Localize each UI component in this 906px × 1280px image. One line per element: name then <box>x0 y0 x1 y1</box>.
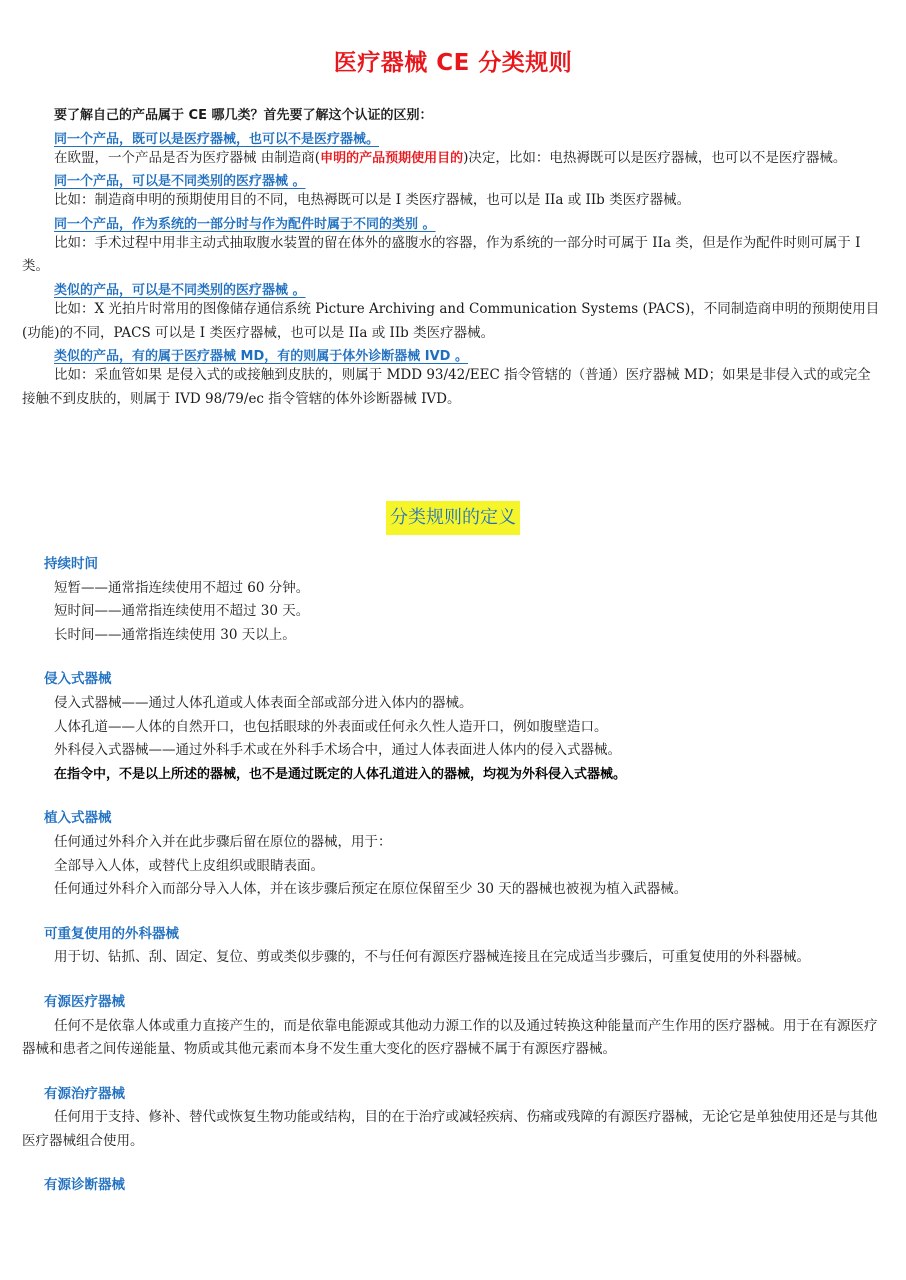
def-implantable <box>22 807 884 901</box>
intro-heading-1: 同一个产品，既可以是医疗器械，也可以不是医疗器械。 <box>54 131 380 147</box>
intro-heading-2: 同一个产品，可以是不同类别的医疗器械 。 <box>54 174 306 190</box>
def-line: 短暂——通常指连续使用不超过 60 分钟。 <box>54 579 310 596</box>
page-title: 医疗器械 CE 分类规则 <box>333 50 573 76</box>
intro-body-1-highlight: 申明的产品预期使用目的 <box>320 150 464 166</box>
def-line: 侵入式器械——通过人体孔道或人体表面全部或部分进入体内的器械。 <box>54 694 473 711</box>
intro-body-3: 比如：手术过程中用非主动式抽取腹水装置的留在体外的盛腹水的容器，作为系统的一部分时可属于 IIa 类，但是作为配件时则可属于 I 类。 <box>22 234 861 275</box>
def-paragraph: 用于切、钻抓、刮、固定、复位、剪或类似步骤的，不与任何有源医疗器械连接且在完成适当步骤后，可重复使用的外科器械。 <box>54 949 810 966</box>
intro-body-4: 比如：X 光拍片时常用的图像储存通信系统 Picture Archiving and Communication Systems (PACS)，不同制造商申明的预期使用目(功能)的不同，PACS 可以是 I 类医疗器械，也可以是 IIa 或 IIb 类医疗器械。 <box>22 300 880 341</box>
def-invasive <box>22 668 884 786</box>
def-line: 人体孔道——人体的自然开口，也包括眼球的外表面或任何永久性人造开口，例如腹壁造口。 <box>54 718 608 735</box>
intro-body-5: 比如：采血管如果 是侵入式的或接触到皮肤的，则属于 MDD 93/42/EEC 指令管辖的（普通）医疗器械 MD；如果是非侵入式的或完全接触不到皮肤的，则属于 IVD 98/79/ec 指令管辖的体外诊断器械 IVD。 <box>22 367 871 407</box>
def-line: 全部导入人体，或替代上皮组织或眼睛表面。 <box>54 857 324 874</box>
intro-body-1 <box>22 147 884 171</box>
def-duration <box>22 553 884 647</box>
intro-body-1-post: )决定，比如：电热褥既可以是医疗器械，也可以不是医疗器械。 <box>463 149 847 166</box>
def-line: 短时间——通常指连续使用不超过 30 天。 <box>54 603 310 620</box>
intro-body-2: 比如：制造商申明的预期使用目的不同，电热褥既可以是 I 类医疗器械，也可以是 IIa 或 IIb 类医疗器械。 <box>54 192 691 209</box>
def-heading: 持续时间 <box>44 556 98 572</box>
section-banner-wrap <box>0 501 906 535</box>
intro-heading-4: 类似的产品，可以是不同类别的医疗器械 。 <box>54 282 306 298</box>
def-reusable-surgical <box>22 923 884 970</box>
def-heading: 侵入式器械 <box>44 671 112 688</box>
intro-body-1-pre: 在欧盟，一个产品是否为医疗器械 由制造商( <box>54 149 321 166</box>
def-heading: 有源治疗器械 <box>44 1085 125 1102</box>
intro-heading-3: 同一个产品，作为系统的一部分时与作为配件时属于不同的类别 。 <box>54 216 436 232</box>
def-line: 外科侵入式器械——通过外科手术或在外科手术场合中，通过人体表面进人体内的侵入式器械。 <box>54 742 621 759</box>
def-line: 长时间——通常指连续使用 30 天以上。 <box>54 626 296 643</box>
def-paragraph: 任何用于支持、修补、替代或恢复生物功能或结构，目的在于治疗或减轻疾病、伤痛或残障的有源医疗器械，无论它是单独使用还是与其他医疗器械组合使用。 <box>22 1109 878 1149</box>
def-heading: 有源诊断器械 <box>44 1177 125 1194</box>
def-active-diagnostic <box>22 1174 884 1198</box>
def-bold-line: 在指令中，不是以上所述的器械，也不是通过既定的人体孔道进入的器械，均视为外科侵入式器械。 <box>54 766 627 782</box>
def-active-device <box>22 991 884 1062</box>
def-line: 任何通过外科介入而部分导入人体，并在该步骤后预定在原位保留至少 30 天的器械也被视为植入武器械。 <box>54 881 688 898</box>
definitions-section <box>22 553 884 1219</box>
def-heading: 有源医疗器械 <box>44 993 125 1010</box>
intro-section <box>22 104 884 411</box>
def-active-therapeutic <box>22 1083 884 1154</box>
def-line: 任何通过外科介入并在此步骤后留在原位的器械，用于： <box>54 833 392 850</box>
def-heading: 植入式器械 <box>44 810 112 827</box>
intro-lead: 要了解自己的产品属于 CE 哪几类？首先要了解这个认证的区别： <box>54 108 433 123</box>
def-heading: 可重复使用的外科器械 <box>44 925 179 942</box>
def-paragraph: 任何不是依靠人体或重力直接产生的，而是依靠电能源或其他动力源工作的以及通过转换这种能量而产生作用的医疗器械。用于在有源医疗器械和患者之间传递能量、物质或其他元素而本身不发生重大变化的医疗器械不属于有源医疗器械。 <box>22 1017 878 1058</box>
section-banner: 分类规则的定义 <box>386 501 520 535</box>
intro-heading-5: 类似的产品，有的属于医疗器械 MD，有的则属于体外诊断器械 IVD 。 <box>54 349 468 365</box>
